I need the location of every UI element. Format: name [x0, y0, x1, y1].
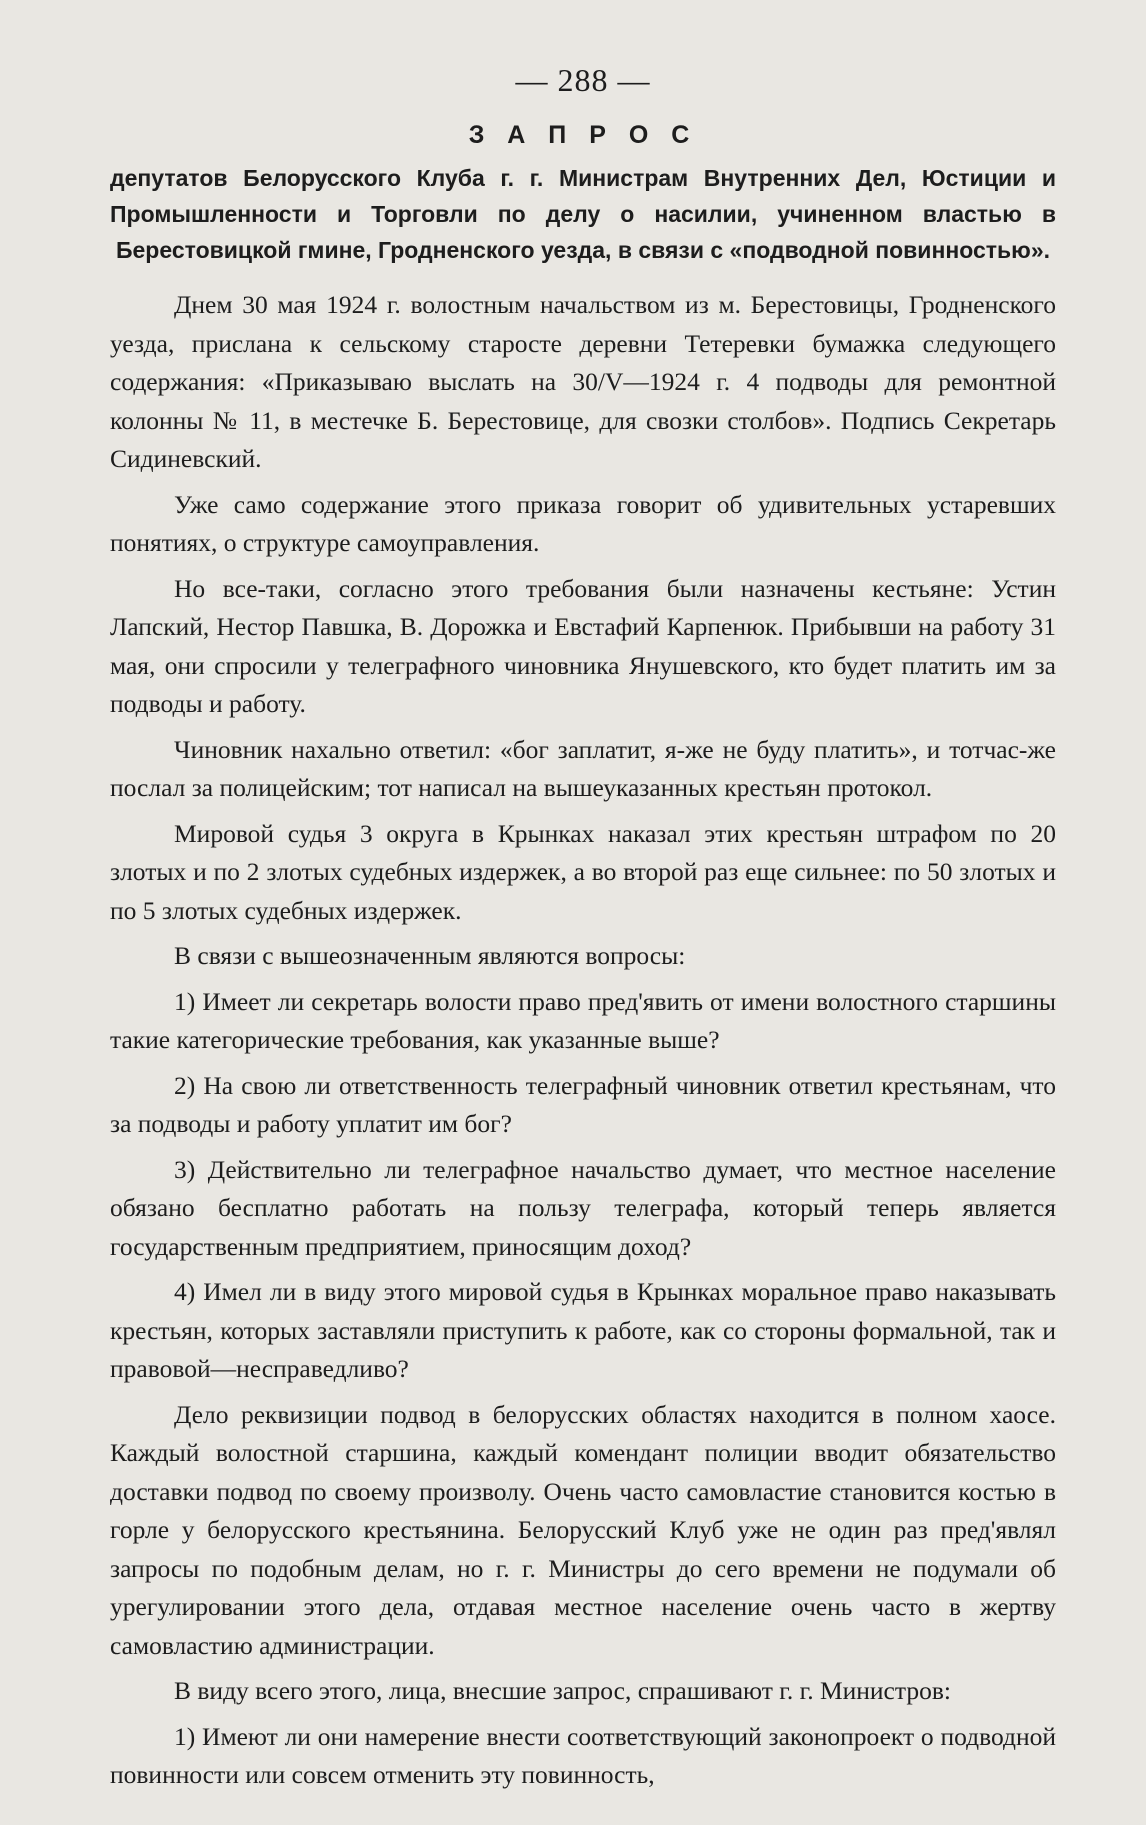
paragraph: Но все-таки, согласно этого требования были назначены кестьяне: Устин Лапский, Нестор Павшка, В. Дорожка и Евстафий Карпенюк. Прибывши на работу 31 мая, они спросили у телеграфного чиновника Янушевского, кто будет платить им за подводы и работу. — [110, 573, 1056, 718]
paragraph: Уже само содержание этого приказа говорит об удивительных устаревших понятиях, о структуре самоуправления. — [110, 489, 1056, 557]
paragraph: Днем 30 мая 1924 г. волостным начальством из м. Берестовицы, Гродненского уезда, прислана к сельскому старосте деревни Тетеревки бумажка следующего содержания: «Приказываю выслать на 30/V—1924 г. 4 подводы для ремонтной колонны № 11, в местечке Б. Берестовице, для свозки столбов». Подпись Секретарь Сидиневский. — [110, 290, 1056, 473]
question-4: 4) Имел ли в виду этого мировой судья в Крынках моральное право наказывать крестьян, которых заставляли приступить к работе, как со стороны формальной, так и правовой—несправедливо? — [110, 1277, 1056, 1383]
paragraph: Дело реквизиции подвод в белорусских областях находится в полном хаосе. Каждый волостной старшина, каждый комендант полиции вводит обязательство доставки подвод по своему произволу. Очень часто самовластие становится костью в горле у белорусского крестьянина. Белорусский Клуб уже не один раз пред'являл запросы по подобным делам, но г. г. Министры до сего времени не подумали об урегулировании этого дела, отдавая местное население очень часто в жертву самовластию администрации. — [110, 1399, 1056, 1660]
paragraph: В связи с вышеозначенным являются вопросы: — [174, 941, 686, 970]
question-3: 3) Действительно ли телеграфное начальство думает, что местное население обязано бесплатно работать на пользу телеграфа, который теперь является государственным предприятием, приносящим доход? — [110, 1154, 1056, 1261]
question-1: 1) Имеет ли секретарь волости право пред'явить от имени волостного старшины такие категорические требования, как указанные выше? — [110, 986, 1056, 1054]
final-question-1: 1) Имеют ли они намерение внести соответствующий законопроект о подводной повинности или совсем отменить эту повинность, — [110, 1721, 1056, 1789]
document-body — [110, 286, 1056, 1795]
paragraph: Мировой судья 3 округа в Крынках наказал этих крестьян штрафом по 20 злотых и по 2 злотых судебных издержек, а во второй раз еще сильнее: по 50 злотых и по 5 злотых судебных издержек. — [110, 818, 1056, 925]
document-subtitle: депутатов Белорусского Клуба г. г. Министрам Внутренних Дел, Юстиции и Промышленности и Торговли по делу о насилии, учиненном властью в Берестовицкой гмине, Гродненского уезда, в связи с «подводной повинностью». — [110, 165, 1056, 263]
paragraph: В виду всего этого, лица, внесшие запрос, спрашивают г. г. Министров: — [174, 1676, 951, 1705]
paragraph: Чиновник нахально ответил: «бог заплатит, я-же не буду платить», и тотчас-же послал за полицейским; тот написал на вышеуказанных крестьян протокол. — [110, 734, 1056, 802]
question-2: 2) На свою ли ответственность телеграфный чиновник ответил крестьянам, что за подводы и работу уплатит им бог? — [110, 1070, 1056, 1138]
document-title: З А П Р О С — [468, 121, 698, 149]
page-number: — 288 — — [515, 62, 651, 98]
